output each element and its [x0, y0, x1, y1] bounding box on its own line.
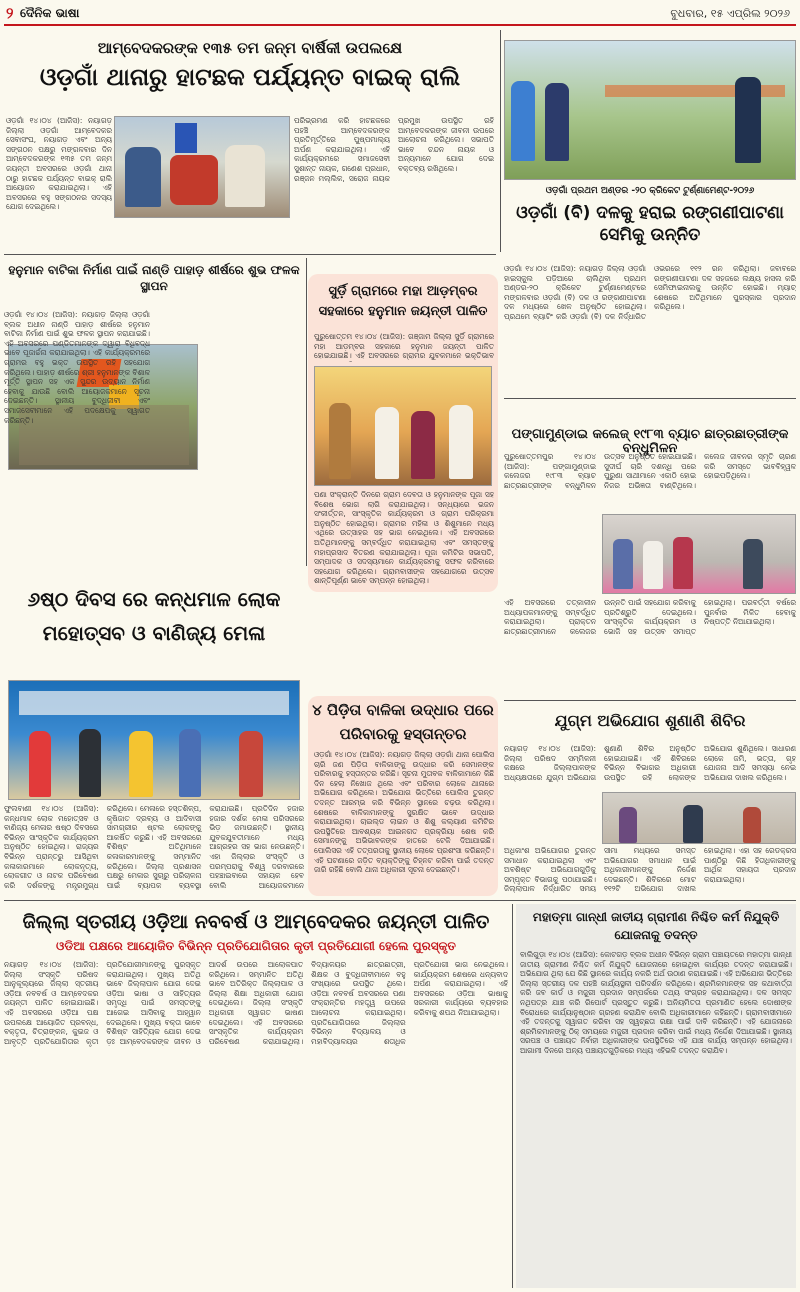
- bike-rally-body-right: ପରିଭ୍ରମଣ କରି ହାଟଛକରେ ପହଞ୍ଚି ଆମ୍ବେଦକରଙ୍କ ପ୍ରତିମୂର୍ତ୍ତିରେ ପୁଷ୍ପମାଲ୍ୟ ଅର୍ପଣ କରାଯାଇଥିଲା। ଏହି କାର୍ଯ୍ୟକ୍ରମରେ ସମାଜସେବୀ ସୁଶାନ୍ତ ନାୟକ, ଗଣେଶ ପ୍ରଧାନ, ରଞ୍ଜନ ମଲ୍ଲିକ, ସରୋଜ ନାୟକ ପ୍ରମୁଖ ଉପସ୍ଥିତ ରହି ଆମ୍ବେଦକରଙ୍କ ଜୀବନୀ ଉପରେ ଆଲୋଚନା କରିଥିଲେ। ସଭାପତି ଭାବେ ଚନ୍ଦନ ନାୟକ ଓ ଅନ୍ୟମାନେ ଯୋଗ ଦେଇ ବକ୍ତବ୍ୟ ରଖିଥିଲେ।: [294, 116, 494, 183]
- paper-name: ଦୈନିକ ଭାଷା: [20, 6, 80, 20]
- article-bike-rally: [4, 30, 496, 252]
- grievance-body-top: ନୟାଗଡ଼ ୧୪।୦୪ (ଆଜିସ): ଜିଲ୍ଲା ପରିଷଦ ସମ୍ମିଳନୀ କକ୍ଷରେ ଜିଲ୍ଲାପାଳଙ୍କ ଅଧ୍ୟକ୍ଷତାରେ ଯୁଗ୍ମ ଅଭିଯୋଗ ଶୁଣାଣି ଶିବିର ଅନୁଷ୍ଠିତ ହୋଇଯାଇଛି। ଏହି ଶିବିରରେ ବିଭିନ୍ନ ବିଭାଗର ଅଧିକାରୀ ଉପସ୍ଥିତ ରହି ଲୋକଙ୍କ ଅଭିଯୋଗ ଶୁଣିଥିଲେ। ସାଧାରଣ ଲୋକେ ଜମି, ଭତ୍ତା, ଗୃହ ଯୋଜନା ଆଦି ସମସ୍ୟା ନେଇ ଅଭିଯୋଗ ଦାଖଲ କରିଥିଲେ।: [504, 744, 796, 782]
- section-rule-1: [4, 254, 496, 255]
- page-number: ୨: [6, 4, 14, 22]
- new-year-body: ନୟାଗଡ଼ ୧୪।୦୪ (ଆଜିସ): ଜିଲ୍ଲା ସଂସ୍କୃତି ପରିଷଦ ଆନୁକୂଲ୍ୟରେ ଜିଲ୍ଲା ସ୍ତରୀୟ ଓଡ଼ିଆ ନବବର୍ଷ ଓ ଆମ୍ବେଦକର ଜୟନ୍ତୀ ପାଳିତ ହୋଇଯାଇଛି। ଏହି ଅବସରରେ ଓଡ଼ିଆ ପକ୍ଷ ଉପଲକ୍ଷେ ଆୟୋଜିତ ପ୍ରବନ୍ଧ, ବକ୍ତୃତା, ଚିତ୍ରାଙ୍କନ, କୁଇଜ ଓ ଆବୃତ୍ତି ପ୍ରତିଯୋଗିତାର କୃତୀ ପ୍ରତିଯୋଗୀମାନଙ୍କୁ ପୁରସ୍କୃତ କରାଯାଇଥିଲା। ମୁଖ୍ୟ ଅତିଥି ଭାବେ ଜିଲ୍ଲାପାଳ ଯୋଗ ଦେଇ ଓଡ଼ିଆ ଭାଷା ଓ ସାହିତ୍ୟର ସମୃଦ୍ଧି ପାଇଁ ସମସ୍ତଙ୍କୁ ଆଗେଇ ଆସିବାକୁ ଆହ୍ୱାନ ଦେଇଥିଲେ। ମୁଖ୍ୟ ବକ୍ତା ଭାବେ ବିଶିଷ୍ଟ ସାହିତ୍ୟିକ ଯୋଗ ଦେଇ ଡ଼ଃ ଆମ୍ବେଦକରଙ୍କ ଜୀବନ ଓ ଆଦର୍ଶ ଉପରେ ଆଲୋକପାତ କରିଥିଲେ। ସମ୍ମାନିତ ଅତିଥି ଭାବେ ଅତିରିକ୍ତ ଜିଲ୍ଲାପାଳ ଓ ଜିଲ୍ଲା ଶିକ୍ଷା ଅଧିକାରୀ ଯୋଗ ଦେଇଥିଲେ। ଜିଲ୍ଲା ସଂସ୍କୃତି ଅଧିକାରୀ ସ୍ୱାଗତ ଭାଷଣ ଦେଇଥିଲେ। ଏହି ଅବସରରେ ସାଂସ୍କୃତିକ କାର୍ଯ୍ୟକ୍ରମ ପରିବେଷଣ କରାଯାଇଥିଲା। ବିଦ୍ୟାଳୟର ଛାତ୍ରଛାତ୍ରୀ, ଶିକ୍ଷକ ଓ ବୁଦ୍ଧିଜୀବୀମାନେ ବହୁ ସଂଖ୍ୟାରେ ଉପସ୍ଥିତ ଥିଲେ। ଓଡ଼ିଆ ନବବର୍ଷ ଅବସରରେ ପଣା ସଂକ୍ରାନ୍ତିର ମହତ୍ତ୍ୱ ଉପରେ ଆଲୋଚନା କରାଯାଇଥିଲା। ପ୍ରତିଯୋଗିତାରେ ଜିଲ୍ଲାର ବିଭିନ୍ନ ବିଦ୍ୟାଳୟ ଓ ମହାବିଦ୍ୟାଳୟର ଶତାଧିକ ପ୍ରତିଯୋଗୀ ଭାଗ ନେଇଥିଲେ। କାର୍ଯ୍ୟକ୍ରମ ଶେଷରେ ଧନ୍ୟବାଦ ଅର୍ପଣ କରାଯାଇଥିଲା। ଏହି ଅବସରରେ ଓଡ଼ିଆ ଭାଷାକୁ ସରକାରୀ କାର୍ଯ୍ୟରେ ବ୍ୟବହାର କରିବାକୁ ଶପଥ ନିଆଯାଇଥିଲା।: [4, 960, 508, 1046]
- bike-rally-kicker: ଆମ୍ବେଦକରଙ୍କ ୧୩୫ ତମ ଜନ୍ମ ବାର୍ଷିକୀ ଉପଲକ୍ଷେ: [97, 39, 403, 57]
- section-rule-2: [4, 900, 796, 901]
- column-rule-mid: [306, 258, 307, 566]
- kandhamal-body: ଫୁଲବାଣୀ ୧୪।୦୪ (ଆଜିସ): କନ୍ଧମାଳ ଲୋକ ମହୋତ୍ସବ ଓ ବାଣିଜ୍ୟ ମେଳାର ଷଷ୍ଠ ଦିବସରେ ବିଭିନ୍ନ ସାଂସ୍କୃତିକ କାର୍ଯ୍ୟକ୍ରମ ଅନୁଷ୍ଠିତ ହୋଇଥିଲା। ରାଜ୍ୟର ବିଭିନ୍ନ ପ୍ରାନ୍ତରୁ ଆସିଥିବା କଳାକାରମାନେ ଲୋକନୃତ୍ୟ, ଲୋକଗୀତ ଓ ନାଟକ ପରିବେଷଣ କରି ଦର୍ଶକଙ୍କୁ ମନ୍ତ୍ରମୁଗ୍ଧ କରିଥିଲେ। ମେଳାରେ ହସ୍ତଶିଳ୍ପ, କୃଷିଜାତ ଦ୍ରବ୍ୟ ଓ ଆଦିବାସୀ ସାମଗ୍ରୀର ଷ୍ଟଲ ଲୋକଙ୍କୁ ଆକର୍ଷିତ କରୁଛି। ଏହି ଅବସରରେ ବିଶିଷ୍ଟ ଅତିଥିମାନେ କଳାକାରମାନଙ୍କୁ ସମ୍ମାନିତ କରିଥିଲେ। ଜିଲ୍ଲା ପ୍ରଶାସନ ପକ୍ଷରୁ ମେଳାର ସୁଚାରୁ ପରିଚାଳନା ପାଇଁ ବ୍ୟାପକ ବ୍ୟବସ୍ଥା କରାଯାଇଛି। ପ୍ରତିଦିନ ହଜାର ହଜାର ଦର୍ଶକ ମେଳା ପରିସରରେ ଭିଡ଼ ଜମାଉଛନ୍ତି। ସ୍ଥାନୀୟ ଯୁବକଯୁବତୀମାନେ ମଧ୍ୟ ଆଗ୍ରହର ସହ ଭାଗ ନେଉଛନ୍ତି। ଏହା ଜିଲ୍ଲାର ସଂସ୍କୃତି ଓ ପରମ୍ପରାକୁ ବିଶ୍ୱ ଦରବାରରେ ପହଞ୍ଚାଇବାରେ ସହାୟକ ହେବ ବୋଲି ଆୟୋଜକମାନେ: [4, 804, 304, 890]
- cricket-team-photo: [504, 40, 796, 180]
- cricket-kicker: ଓଡ଼ଗାଁ ପ୍ରଥମ ଅଣ୍ଡର -୨୦ କ୍ରିକେଟ ଟୁର୍ଣ୍ଣାମେଣ୍ଟ-୨୦୨୬: [545, 186, 755, 196]
- kandhamal-photo: [8, 680, 300, 800]
- hanuman-temple-headline: ହନୁମାନ ବାଟିକା ନିର୍ମାଣ ପାଇଁ ନାଣ୍ଡି ପାହାଡ଼ ଶୀର୍ଷରେ ଶୁଭ ଫଳକ ସ୍ଥାପନ: [8, 263, 300, 293]
- article-kandhamal: [4, 568, 304, 896]
- bike-rally-body-left: ଓଡ଼ଗାଁ ୧୪।୦୪ (ଆଜିସ): ନୟାଗଡ଼ ଜିଲ୍ଲା ଓଡ଼ଗାଁ ଆମ୍ବେଦକର ସେବାସଂଘ, ନୟାଗଡ଼ ଏବଂ ଅନ୍ୟ ସଙ୍ଗଠନ ପକ୍ଷରୁ ମଙ୍ଗଳବାର ଦିନ ଆମ୍ବେଦକରଙ୍କ ୧୩୫ ତମ ଜନ୍ମ ଜୟନ୍ତୀ ଅବସରରେ ଓଡ଼ଗାଁ ଥାନା ଠାରୁ ହାଟଛକ ପର୍ଯ୍ୟନ୍ତ ବାଇକ୍ ରାଲି ଆୟୋଜନ କରାଯାଇଥିଲା। ଏହି ଅବସରରେ ବହୁ ସଙ୍ଗଠନର ସଦସ୍ୟ ଯୋଗ ଦେଇଥିଲେ।: [6, 116, 112, 212]
- bike-rally-photo: [114, 116, 290, 218]
- section-rule-cricket: [504, 398, 796, 399]
- kandhamal-headline: ୬ଷ୍ଠ ଦିବସ ରେ କନ୍ଧମାଳ ଲୋକ ମହୋତ୍ସବ ଓ ବାଣିଜ୍ୟ ମେଳା: [27, 587, 281, 645]
- alumni-body-top: ପୁରୁଷୋତ୍ତମପୁର ୧୪।୦୪ (ଆଜିସ): ପଙ୍ଗାମୁଣ୍ଡାଇ କଲେଜର ୧୯୮୩ ବ୍ୟାଚ ଛାତ୍ରଛାତ୍ରୀଙ୍କ ବନ୍ଧୁମିଳନ ଉତ୍ସବ ଅନୁଷ୍ଠିତ ହୋଇଯାଇଛି। ସୁଦୀର୍ଘ ଚାରି ଦଶନ୍ଧି ପରେ ପୁରୁଣା ସାଥୀମାନେ ଏକାଠି ହୋଇ ନିଜର ଅଭିଜ୍ଞତା ବାଣ୍ଟିଥିଲେ। କଲେଜ ଜୀବନର ସ୍ମୃତି ଚାରଣ କରି ସମସ୍ତେ ଭାବବିହ୍ୱଳ ହୋଇପଡ଼ିଥିଲେ।: [504, 452, 796, 490]
- column-rule-top: [500, 30, 501, 252]
- hanuman-jayanti-photo: [314, 366, 492, 486]
- article-cricket: [504, 30, 796, 398]
- cricket-headline: ଓଡ଼ଗାଁ (ବି) ଦଳକୁ ହରାଇ ରଙ୍ଗଣୀପାଟଣା ସେମିକୁ ଉନ୍ନିତ: [516, 203, 784, 245]
- column-rule-bottom: [512, 904, 513, 1288]
- section-rule-alumni: [504, 700, 796, 701]
- alumni-body-bottom: ଏହି ଅବସରରେ ତତ୍କାଳୀନ ଅଧ୍ୟାପକମାନଙ୍କୁ ସମ୍ବର୍ଦ୍ଧିତ କରାଯାଇଥିଲା। ପ୍ରାକ୍ତନ ଛାତ୍ରଛାତ୍ରୀମାନେ କଲେଜର ଉନ୍ନତି ପାଇଁ ସହଯୋଗ କରିବାକୁ ପ୍ରତିଶ୍ରୁତି ଦେଇଥିଲେ। ସାଂସ୍କୃତିକ କାର୍ଯ୍ୟକ୍ରମ ଓ ଭୋଜି ସହ ଉତ୍ସବ ସମାପ୍ତ ହୋଇଥିଲା। ପରବର୍ତ୍ତୀ ବର୍ଷରେ ପୁନର୍ବାର ମିଳିତ ହେବାକୁ ନିଷ୍ପତ୍ତି ନିଆଯାଇଥିଲା।: [504, 598, 796, 636]
- grievance-body-bottom: ଅଧିକାଂଶ ଅଭିଯୋଗର ତୁରନ୍ତ ସମାଧାନ କରାଯାଇଥିଲା ଏବଂ ଅବଶିଷ୍ଟ ଅଭିଯୋଗଗୁଡ଼ିକୁ ସମ୍ପୃକ୍ତ ବିଭାଗକୁ ପଠାଯାଇଛି। ଜିଲ୍ଲାପାଳ ନିର୍ଦ୍ଧାରିତ ସମୟ ସୀମା ମଧ୍ୟରେ ସମସ୍ତ ଅଭିଯୋଗର ସମାଧାନ ପାଇଁ ଅଧିକାରୀମାନଙ୍କୁ ନିର୍ଦ୍ଦେଶ ଦେଇଛନ୍ତି। ଶିବିରରେ ମୋଟ ୧୧୨ଟି ଅଭିଯୋଗ ଦାଖଲ ହୋଇଥିଲା। ଏହା ସହ ରେଡକ୍ରସ ପାଣ୍ଠିରୁ କିଛି ହିତାଧିକାରୀଙ୍କୁ ଆର୍ଥିକ ସହାୟତା ପ୍ରଦାନ କରାଯାଇଥିଲା।: [504, 846, 796, 894]
- grievance-photo: [602, 792, 796, 844]
- hanuman-temple-body: ଓଡ଼ଗାଁ ୧୪।୦୪ (ଆଜିସ): ନୟାଗଡ଼ ଜିଲ୍ଲା ଓଡ଼ଗାଁ ବ୍ଲକ ଅଧୀନ ନାଣ୍ଡି ପାହାଡ଼ ଶୀର୍ଷରେ ହନୁମାନ ବାଟିକା ନିର୍ମାଣ ପାଇଁ ଶୁଭ ଫଳକ ସ୍ଥାପନ କରାଯାଇଛି। ଏହି ଅବସରରେ ପଣ୍ଡିତମାନଙ୍କ ଦ୍ୱାରା ବିଧିବଦ୍ଧ ଭାବେ ପୂଜାର୍ଚ୍ଚନା କରାଯାଇଥିଲା। ଏହି କାର୍ଯ୍ୟକ୍ରମରେ ଗ୍ରାମର ବହୁ ଭକ୍ତ ଉପସ୍ଥିତ ରହି ସହଯୋଗ କରିଥିଲେ। ପାହାଡ଼ ଶୀର୍ଷରେ ଶ୍ରୀ ହନୁମାନଙ୍କ ବିଶାଳ ମୂର୍ତ୍ତି ସ୍ଥାପନ ସହ ଏକ ସୁନ୍ଦର ଉଦ୍ୟାନ ନିର୍ମାଣ ହେବାକୁ ଯାଉଛି ବୋଲି ଆୟୋଜକମାନେ ସୂଚନା ଦେଇଛନ୍ତି। ସ୍ଥାନୀୟ ବୁଦ୍ଧିଜୀବୀ ଏବଂ ସମାଜସେବୀମାନେ ଏହି ପଦକ୍ଷେପକୁ ସ୍ୱାଗତ କରିଛନ୍ତି।: [4, 310, 150, 425]
- alumni-photo: [602, 514, 796, 594]
- hanuman-jayanti-headline: ସୁର୍ଡ଼ି ଗ୍ରାମରେ ମହା ଆଡ଼ମ୍ବର ସହକାରେ ହନୁମାନ ଜୟନ୍ତୀ ପାଳିତ: [318, 284, 488, 319]
- masthead-date: ବୁଧବାର, ୧୫ ଏପ୍ରିଲ ୨୦୨୬: [670, 7, 790, 20]
- rescue-headline: ୪ ପିଡ଼ିତା ବାଳିକା ଉଦ୍ଧାର ପରେ ପରିବାରକୁ ହସ୍ତାନ୍ତର: [312, 701, 494, 743]
- new-year-subheadline: ଓଡିଆ ପକ୍ଷରେ ଆୟୋଜିତ ବିଭିନ୍ନ ପ୍ରତିଯୋଗିତାର କୃତୀ ପ୍ରତିଯୋଗୀ ହେଲେ ପୁରସ୍କୃତ: [56, 939, 456, 953]
- grievance-headline: ଯୁଗ୍ମ ଅଭିଯୋଗ ଶୁଣାଣି ଶିବିର: [554, 711, 746, 730]
- new-year-headline: ଜିଲ୍ଲା ସ୍ତରୀୟ ଓଡ଼ିଆ ନବବର୍ଷ ଓ ଆମ୍ବେଦକର ଜୟନ୍ତୀ ପାଳିତ: [22, 911, 490, 933]
- cricket-body: ଓଡ଼ଗାଁ ୧୪।୦୪ (ଆଜିସ): ନୟାଗଡ଼ ଜିଲ୍ଲା ଓଡ଼ଗାଁ ହାଇସ୍କୁଲ ପଡ଼ିଆରେ ଚାଲିଥିବା ପ୍ରଥମ ଅଣ୍ଡର-୨୦ କ୍ରିକେଟ ଟୁର୍ଣ୍ଣାମେଣ୍ଟରେ ମଙ୍ଗଳବାର ଓଡ଼ଗାଁ (ବି) ଦଳ ଓ ରଙ୍ଗଣୀପାଟଣା ଦଳ ମଧ୍ୟରେ ଖେଳ ଅନୁଷ୍ଠିତ ହୋଇଥିଲା। ପ୍ରଥମେ ବ୍ୟାଟିଂ କରି ଓଡ଼ଗାଁ (ବି) ଦଳ ନିର୍ଦ୍ଧାରିତ ଓଭରରେ ୧୧୨ ରନ କରିଥିଲା। ଜବାବରେ ରଙ୍ଗଣୀପାଟଣା ଦଳ ସହଜରେ ଲକ୍ଷ୍ୟ ହାସଲ କରି ସେମିଫାଇନାଲକୁ ଉନ୍ନିତ ହୋଇଛି। ମ୍ୟାଚ୍ ଶେଷରେ ଅତିଥିମାନେ ପୁରସ୍କାର ପ୍ରଦାନ କରିଥିଲେ।: [504, 264, 796, 321]
- article-hanuman-temple: [4, 258, 304, 558]
- hanuman-jayanti-body-bottom: ପଣା ସଂକ୍ରାନ୍ତି ଦିନରେ ଗ୍ରାମ ଦେବତା ଓ ହନୁମାନଙ୍କ ପୂଜା ସହ ବିଶେଷ ଭୋଗ ଲାଗି କରାଯାଇଥିଲା। ସନ୍ଧ୍ୟାରେ ଭଜନ ସଂକୀର୍ତ୍ତନ, ସାଂସ୍କୃତିକ କାର୍ଯ୍ୟକ୍ରମ ଓ ଗ୍ରାମ ପରିକ୍ରମା ଅନୁଷ୍ଠିତ ହୋଇଥିଲା। ଗ୍ରାମର ମହିଳା ଓ ଶିଶୁମାନେ ମଧ୍ୟ ଏଥିରେ ଉତ୍ସାହର ସହ ଭାଗ ନେଇଥିଲେ। ଏହି ଅବସରରେ ଅତିଥିମାନଙ୍କୁ ସମ୍ବର୍ଦ୍ଧିତ କରାଯାଇଥିଲା ଏବଂ ସମସ୍ତଙ୍କୁ ମହାପ୍ରସାଦ ବିତରଣ କରାଯାଇଥିଲା। ପୂଜା କମିଟିର ସଭାପତି, ସମ୍ପାଦକ ଓ ସଦସ୍ୟମାନେ କାର୍ଯ୍ୟକ୍ରମକୁ ସଫଳ କରିବାରେ ସହଯୋଗ କରିଥିଲେ। ଗ୍ରାମବାସୀଙ୍କ ସହଯୋଗରେ ଉତ୍ସବ ଶାନ୍ତିପୂର୍ଣ୍ଣ ଭାବେ ସମ୍ପନ୍ନ ହୋଇଥିଲା।: [314, 490, 494, 586]
- article-rescue: [308, 696, 498, 896]
- bike-rally-headline: ଓଡ଼ଗାଁ ଥାନାରୁ ହାଟଛକ ପର୍ଯ୍ୟନ୍ତ ବାଇକ୍ ରାଲି: [39, 63, 461, 91]
- article-hanuman-jayanti: [308, 274, 498, 592]
- masthead: [6, 4, 794, 24]
- article-new-year: [4, 904, 508, 1288]
- hanuman-jayanti-body-top: ପୁରୁଷୋତ୍ତମ ୧୪।୦୪ (ଆଜିସ): ଗଞ୍ଜାମ ଜିଲ୍ଲା ସୁର୍ଡ଼ି ଗ୍ରାମରେ ମହା ଆଡ଼ମ୍ବର ସହକାରେ ହନୁମାନ ଜୟନ୍ତୀ ପାଳିତ ହୋଇଯାଇଛି। ଏହି ଅବସରରେ ଗ୍ରାମର ଯୁବକମାନେ ଭକ୍ତିଭାବ: [314, 332, 494, 361]
- masthead-rule: [4, 24, 796, 26]
- mgnrega-headline: ମହାତ୍ମା ଗାନ୍ଧୀ ଜାତୀୟ ଗ୍ରାମୀଣ ନିଶ୍ଚିତ କର୍ମ ନିଯୁକ୍ତି ଯୋଜନାକୁ ତଦନ୍ତ: [532, 910, 780, 942]
- alumni-headline: ପଙ୍ଗାମୁଣ୍ଡାଇ କଲେଜ୍ ୧୯୮୩ ବ୍ୟାଚ ଛାତ୍ରଛାତ୍ରୀଙ୍କ ବନ୍ଧୁମିଳନ: [511, 427, 789, 457]
- mgnrega-body: ବାଲିଗୁଡ଼ା ୧୪।୦୪ (ଆଜିସ): କୋଟଗଡ଼ ବ୍ଲକ ଅଧୀନ ବିଭିନ୍ନ ଗ୍ରାମ ପଞ୍ଚାୟତରେ ମହାତ୍ମା ଗାନ୍ଧୀ ଜାତୀୟ ଗ୍ରାମୀଣ ନିଶ୍ଚିତ କର୍ମ ନିଯୁକ୍ତି ଯୋଜନାରେ ହୋଇଥିବା କାର୍ଯ୍ୟର ତଦନ୍ତ କରାଯାଇଛି। ଅଭିଯୋଗ ଥିଲା ଯେ କିଛି ସ୍ଥାନରେ କାର୍ଯ୍ୟ ନକରି ଅର୍ଥ ଉଠାଣ କରାଯାଇଛି। ଏହି ଅଭିଯୋଗ ଭିତ୍ତିରେ ଜିଲ୍ଲା ସ୍ତରୀୟ ଦଳ ପହଞ୍ଚି କାର୍ଯ୍ୟସ୍ଥଳୀ ପରିଦର୍ଶନ କରିଥିଲେ। ଶ୍ରମିକମାନଙ୍କ ସହ କଥାବାର୍ତ୍ତା କରି ଜବ କାର୍ଡ ଓ ମଜୁରୀ ପ୍ରଦାନ ସମ୍ପର୍କରେ ତଥ୍ୟ ସଂଗ୍ରହ କରାଯାଇଥିଲା। ଦଳ ସମସ୍ତ ନଥିପତ୍ର ଯାଞ୍ଚ କରି ରିପୋର୍ଟ ପ୍ରସ୍ତୁତ କରୁଛି। ଅନିୟମିତତା ପ୍ରମାଣିତ ହେଲେ ଦୋଷୀଙ୍କ ବିରୋଧରେ କାର୍ଯ୍ୟାନୁଷ୍ଠାନ ଗ୍ରହଣ କରାଯିବ ବୋଲି ଅଧିକାରୀମାନେ କହିଛନ୍ତି। ଗ୍ରାମବାସୀମାନେ ଏହି ତଦନ୍ତକୁ ସ୍ୱାଗତ କରିବା ସହ ସ୍ୱଚ୍ଛତା ରକ୍ଷା ପାଇଁ ଦାବି କରିଛନ୍ତି। ଏହି ଯୋଜନାରେ ଶ୍ରମିକମାନଙ୍କୁ ଠିକ୍ ସମୟରେ ମଜୁରୀ ପ୍ରଦାନ କରିବା ପାଇଁ ମଧ୍ୟ ନିର୍ଦ୍ଦେଶ ଦିଆଯାଇଛି। ସ୍ଥାନୀୟ ସରପଞ୍ଚ ଓ ପଞ୍ଚାୟତ ନିର୍ବାହୀ ଅଧିକାରୀଙ୍କ ଉପସ୍ଥିତିରେ ଏହି ଯାଞ୍ଚ କାର୍ଯ୍ୟ ସମ୍ପନ୍ନ ହୋଇଥିଲା। ଆଗାମୀ ଦିନରେ ଅନ୍ୟ ପଞ୍ଚାୟତଗୁଡ଼ିକରେ ମଧ୍ୟ ଏହିଭଳି ତଦନ୍ତ କରାଯିବ।: [520, 950, 792, 1055]
- article-alumni: [504, 400, 796, 698]
- rescue-body: ଓଡ଼ଗାଁ ୧୪।୦୪ (ଆଜିସ): ନୟାଗଡ଼ ଜିଲ୍ଲା ଓଡ଼ଗାଁ ଥାନା ପୋଲିସ ଚାରି ଜଣ ପିଡ଼ିତା ବାଳିକାଙ୍କୁ ଉଦ୍ଧାର କରି ସେମାନଙ୍କ ପରିବାରକୁ ହସ୍ତାନ୍ତର କରିଛି। ସୂଚନା ମୁତାବକ ବାଳିକାମାନେ କିଛି ଦିନ ହେଲା ନିଖୋଜ ଥିଲେ ଏବଂ ପରିବାର ଲୋକେ ଥାନାରେ ଅଭିଯୋଗ କରିଥିଲେ। ଅଭିଯୋଗ ଭିତ୍ତିରେ ପୋଲିସ ତୁରନ୍ତ ତଦନ୍ତ ଆରମ୍ଭ କରି ବିଭିନ୍ନ ସ୍ଥାନରେ ଚଢ଼ଉ କରିଥିଲା। ଶେଷରେ ବାଳିକାମାନଙ୍କୁ ସୁରକ୍ଷିତ ଭାବେ ଉଦ୍ଧାର କରାଯାଇଥିଲା। ଚାଇଲ୍ଡ ଲାଇନ ଓ ଶିଶୁ କଲ୍ୟାଣ କମିଟିର ଉପସ୍ଥିତିରେ ଆବଶ୍ୟକ ଆଇନଗତ ପ୍ରକ୍ରିୟା ଶେଷ କରି ସେମାନଙ୍କୁ ଅଭିଭାବକଙ୍କ ହାତରେ ଟେକି ଦିଆଯାଇଛି। ପୋଲିସର ଏହି ତତ୍ପରତାକୁ ସ୍ଥାନୀୟ ଲୋକେ ପ୍ରଶଂସା କରିଛନ୍ତି। ଏହି ଘଟଣାରେ ଜଡ଼ିତ ବ୍ୟକ୍ତିଙ୍କୁ ଚିହ୍ନଟ କରିବା ପାଇଁ ତଦନ୍ତ ଜାରି ରହିଛି ବୋଲି ଥାନା ଅଧିକାରୀ ସୂଚନା ଦେଇଛନ୍ତି।: [314, 750, 494, 875]
- article-grievance: [504, 704, 796, 898]
- article-mgnrega: [516, 904, 796, 1288]
